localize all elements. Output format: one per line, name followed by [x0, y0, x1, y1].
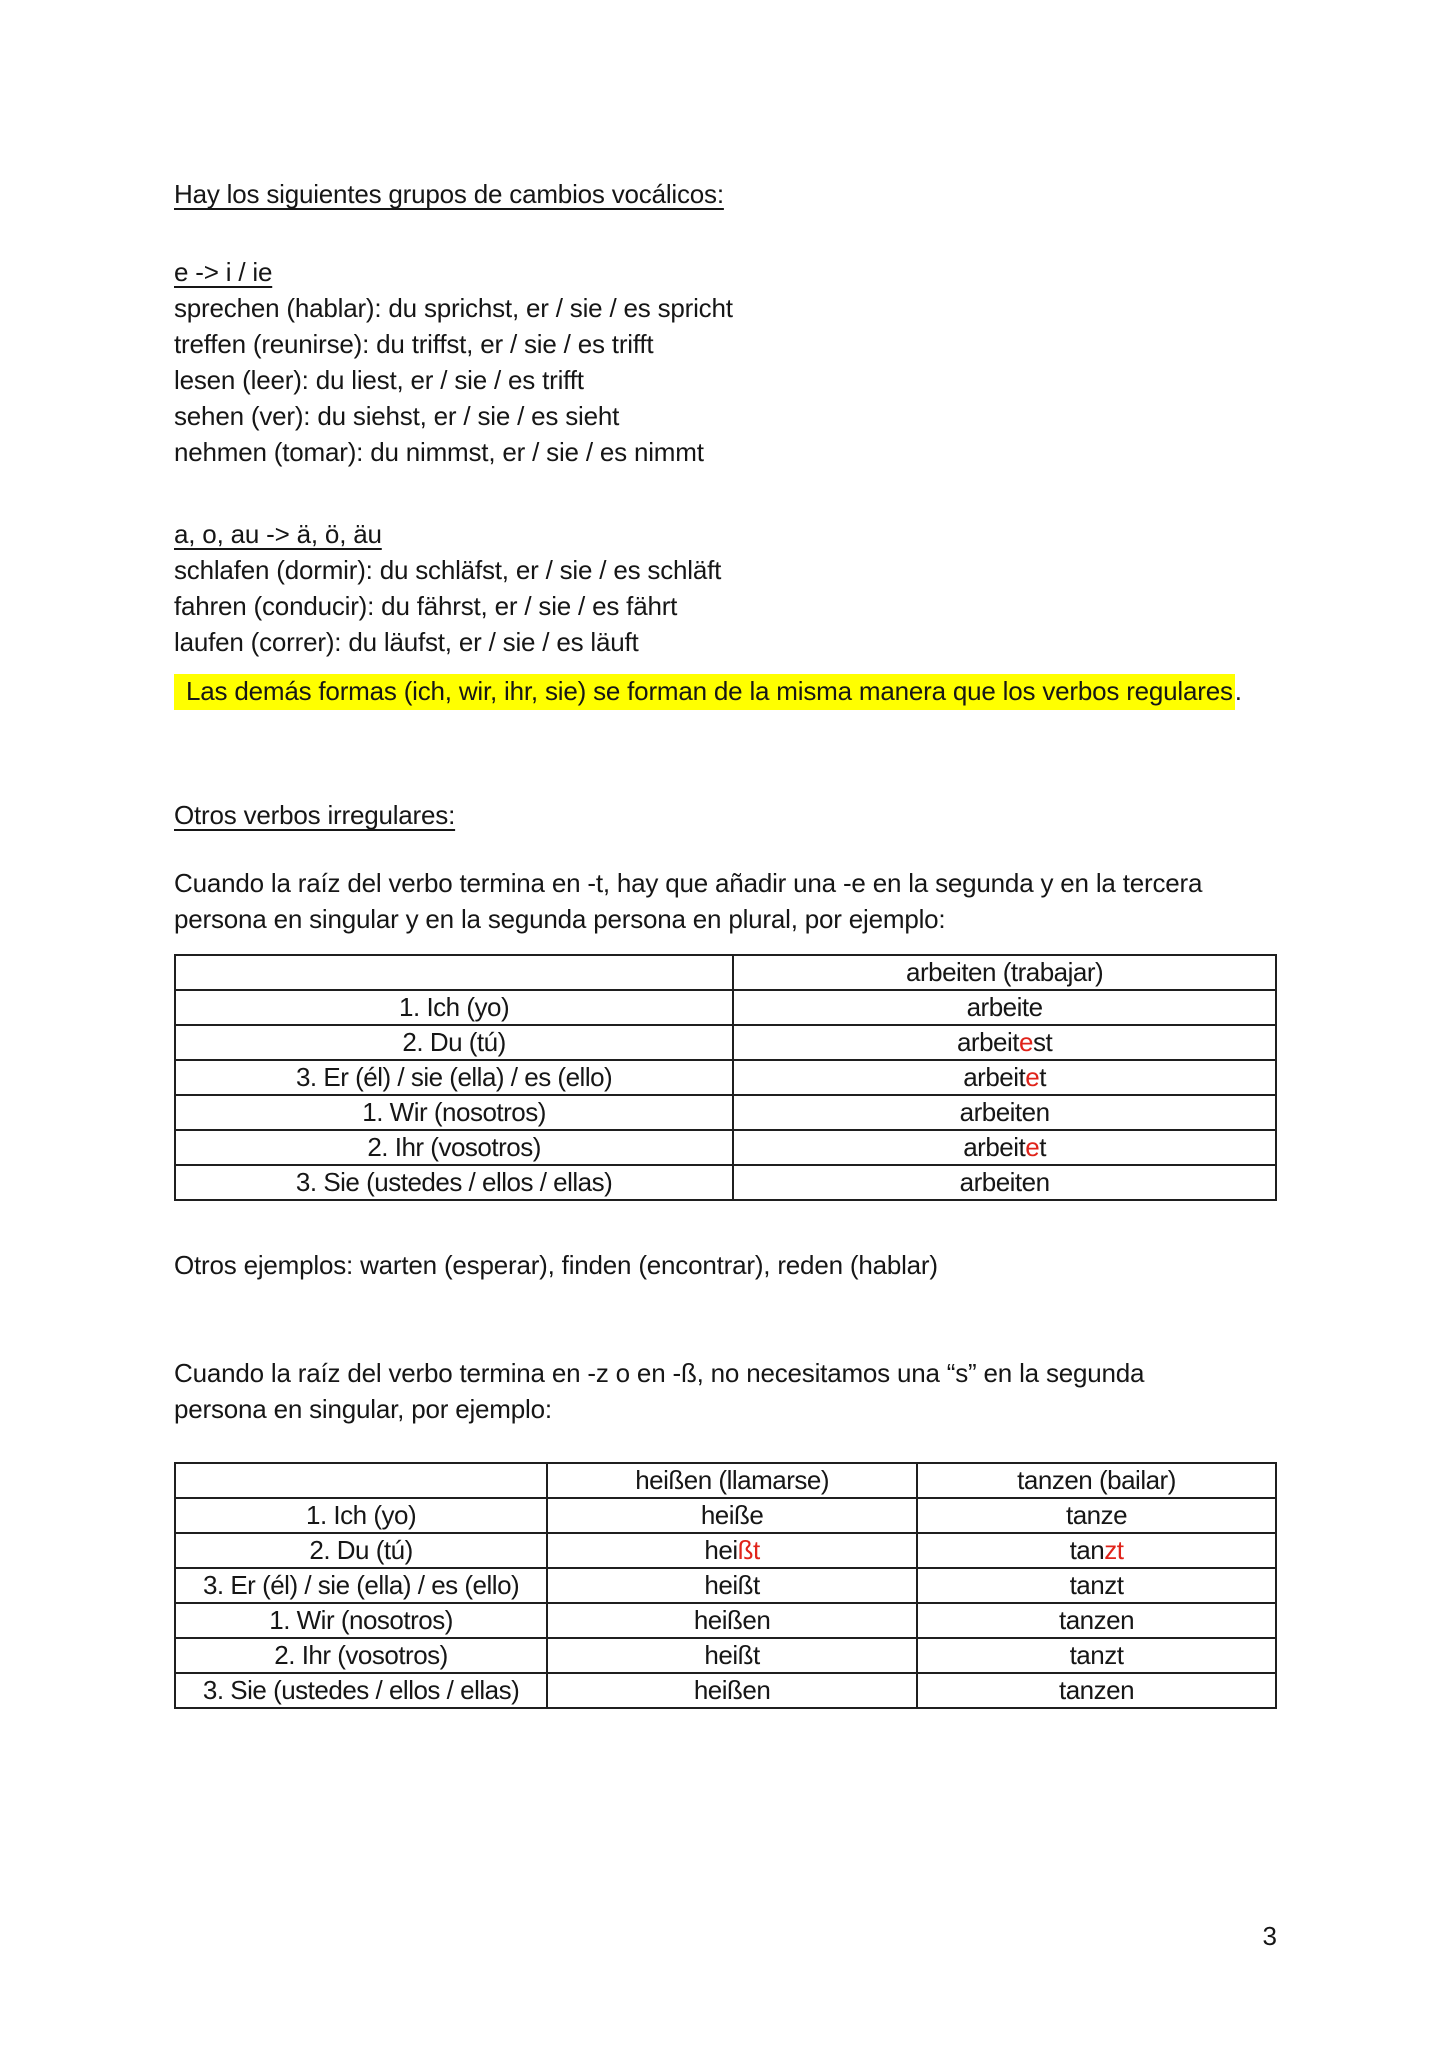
table-cell [733, 1130, 1276, 1165]
cell-text: 1. Ich (yo) [399, 992, 510, 1022]
cell-text: 2. Ihr (vosotros) [274, 1640, 448, 1670]
cell-text: st [1032, 1027, 1053, 1057]
red-verb-ending: zt [1104, 1535, 1124, 1565]
text-line: nehmen (tomar): du nimmst, er / sie / es nimmt [174, 437, 704, 467]
group-lines [174, 552, 1277, 660]
table-row [175, 1025, 1276, 1060]
highlight-trailing-period: . [1234, 676, 1242, 706]
table-cell [175, 1165, 733, 1200]
red-verb-ending: e [1025, 1132, 1040, 1162]
vowel-change-group-e-i [174, 254, 1277, 470]
table-row [175, 1638, 1276, 1673]
cell-text: tanzt [1069, 1570, 1124, 1600]
table-row [175, 955, 1276, 990]
cell-text: 3. Sie (ustedes / ellos / ellas) [202, 1675, 520, 1705]
table-cell [547, 1498, 917, 1533]
text-line: fahren (conducir): du fährst, er / sie / es fährt [174, 591, 678, 621]
text-line: Cuando la raíz del verbo termina en -z o en -ß, no necesitamos una “s” en la segunda [174, 1358, 1145, 1388]
cell-text: arbeite [966, 992, 1043, 1022]
other-examples-line: Otros ejemplos: warten (esperar), finden (encontrar), reden (hablar) [174, 1250, 938, 1280]
table-cell [733, 990, 1276, 1025]
text-line: sprechen (hablar): du sprichst, er / sie / es spricht [174, 293, 733, 323]
table-cell [917, 1638, 1276, 1673]
heissen-tanzen-table-container [174, 1462, 1277, 1709]
page-number: 3 [1262, 1921, 1277, 1951]
table-cell [175, 955, 733, 990]
cell-text: tanze [1065, 1500, 1128, 1530]
table-cell [733, 1025, 1276, 1060]
table-cell [175, 1463, 547, 1498]
table-row [175, 1165, 1276, 1200]
table-cell [547, 1673, 917, 1708]
heissen-tanzen-conjugation-table [174, 1462, 1277, 1709]
cell-text: heißen [693, 1605, 771, 1635]
vowel-change-group-a-o-au [174, 516, 1277, 660]
cell-text: tan [1069, 1535, 1105, 1565]
table-cell [175, 1095, 733, 1130]
table-row [175, 1463, 1276, 1498]
cell-text: heißt [704, 1640, 760, 1670]
cell-text: arbeiten [959, 1097, 1050, 1127]
table-cell [547, 1638, 917, 1673]
table-row [175, 1568, 1276, 1603]
cell-text: 2. Du (tú) [309, 1535, 413, 1565]
table-cell [917, 1463, 1276, 1498]
highlighted-note [174, 671, 1277, 711]
table-cell [733, 1060, 1276, 1095]
cell-text: tanzen (bailar) [1017, 1465, 1176, 1495]
text-line: persona en singular, por ejemplo: [174, 1394, 552, 1424]
table-cell [917, 1533, 1276, 1568]
cell-text: 2. Du (tú) [402, 1027, 506, 1057]
table-cell [917, 1673, 1276, 1708]
table-cell [175, 1025, 733, 1060]
table-cell [733, 1095, 1276, 1130]
cell-text: tanzen [1058, 1605, 1135, 1635]
cell-text: arbeiten (trabajar) [906, 957, 1104, 987]
arbeiten-conjugation-table [174, 954, 1277, 1201]
red-verb-ending: ßt [737, 1535, 760, 1565]
cell-text: heißen [693, 1675, 771, 1705]
table-row [175, 1498, 1276, 1533]
cell-text: heißen (llamarse) [635, 1465, 829, 1495]
main-heading: Hay los siguientes grupos de cambios vocálicos: [174, 179, 724, 209]
cell-text: 3. Er (él) / sie (ella) / es (ello) [202, 1570, 520, 1600]
table-cell [175, 1568, 547, 1603]
table-cell [175, 1060, 733, 1095]
table-cell [547, 1533, 917, 1568]
table-cell [175, 1498, 547, 1533]
table-row [175, 1060, 1276, 1095]
table-cell [917, 1603, 1276, 1638]
cell-text: 3. Er (él) / sie (ella) / es (ello) [295, 1062, 613, 1092]
cell-text: 2. Ihr (vosotros) [367, 1132, 541, 1162]
cell-text: arbeiten [959, 1167, 1050, 1197]
table-cell [175, 1673, 547, 1708]
arbeiten-table-container [174, 954, 1277, 1201]
group-title: e -> i / ie [174, 257, 273, 287]
paragraph-stem-t-rule [174, 865, 1277, 937]
text-line: persona en singular y en la segunda persona en plural, por ejemplo: [174, 904, 946, 934]
cell-text: arbeit [956, 1027, 1020, 1057]
cell-text: 1. Wir (nosotros) [362, 1097, 546, 1127]
text-line: schlafen (dormir): du schläfst, er / sie / es schläft [174, 555, 722, 585]
cell-text: 1. Ich (yo) [306, 1500, 417, 1530]
table-cell [733, 1165, 1276, 1200]
cell-text: 3. Sie (ustedes / ellos / ellas) [295, 1167, 613, 1197]
table-cell [547, 1568, 917, 1603]
text-line: lesen (leer): du liest, er / sie / es trifft [174, 365, 584, 395]
highlighted-text: Las demás formas (ich, wir, ihr, sie) se forman de la misma manera que los verbos regulares [174, 674, 1235, 710]
table-row [175, 1533, 1276, 1568]
subheading-otros-verbos: Otros verbos irregulares: [174, 800, 456, 830]
text-line: sehen (ver): du siehst, er / sie / es sieht [174, 401, 620, 431]
cell-text: t [1039, 1062, 1046, 1092]
group-title: a, o, au -> ä, ö, äu [174, 519, 382, 549]
red-verb-ending: e [1025, 1062, 1040, 1092]
cell-text: tanzt [1069, 1640, 1124, 1670]
table-cell [917, 1498, 1276, 1533]
table-cell [175, 1638, 547, 1673]
text-line: Cuando la raíz del verbo termina en -t, hay que añadir una -e en la segunda y en la tercera [174, 868, 1203, 898]
paragraph-stem-z-rule [174, 1355, 1277, 1427]
cell-text: heiße [700, 1500, 764, 1530]
table-row [175, 1130, 1276, 1165]
table-cell [175, 990, 733, 1025]
cell-text: arbeit [963, 1132, 1026, 1162]
table-cell [175, 1603, 547, 1638]
table-row [175, 1095, 1276, 1130]
group-lines [174, 290, 1277, 470]
cell-text: tanzen [1058, 1675, 1135, 1705]
text-line: treffen (reunirse): du triffst, er / sie / es trifft [174, 329, 654, 359]
text-line: laufen (correr): du läufst, er / sie / es läuft [174, 627, 639, 657]
cell-text: heißt [704, 1570, 760, 1600]
red-verb-ending: e [1019, 1027, 1033, 1057]
cell-text: 1. Wir (nosotros) [269, 1605, 453, 1635]
table-row [175, 1603, 1276, 1638]
table-cell [733, 955, 1276, 990]
cell-text: t [1039, 1132, 1046, 1162]
table-cell [175, 1533, 547, 1568]
table-cell [547, 1603, 917, 1638]
table-cell [917, 1568, 1276, 1603]
table-row [175, 1673, 1276, 1708]
table-cell [175, 1130, 733, 1165]
cell-text: arbeit [963, 1062, 1026, 1092]
table-row [175, 990, 1276, 1025]
table-cell [547, 1463, 917, 1498]
cell-text: hei [704, 1535, 738, 1565]
